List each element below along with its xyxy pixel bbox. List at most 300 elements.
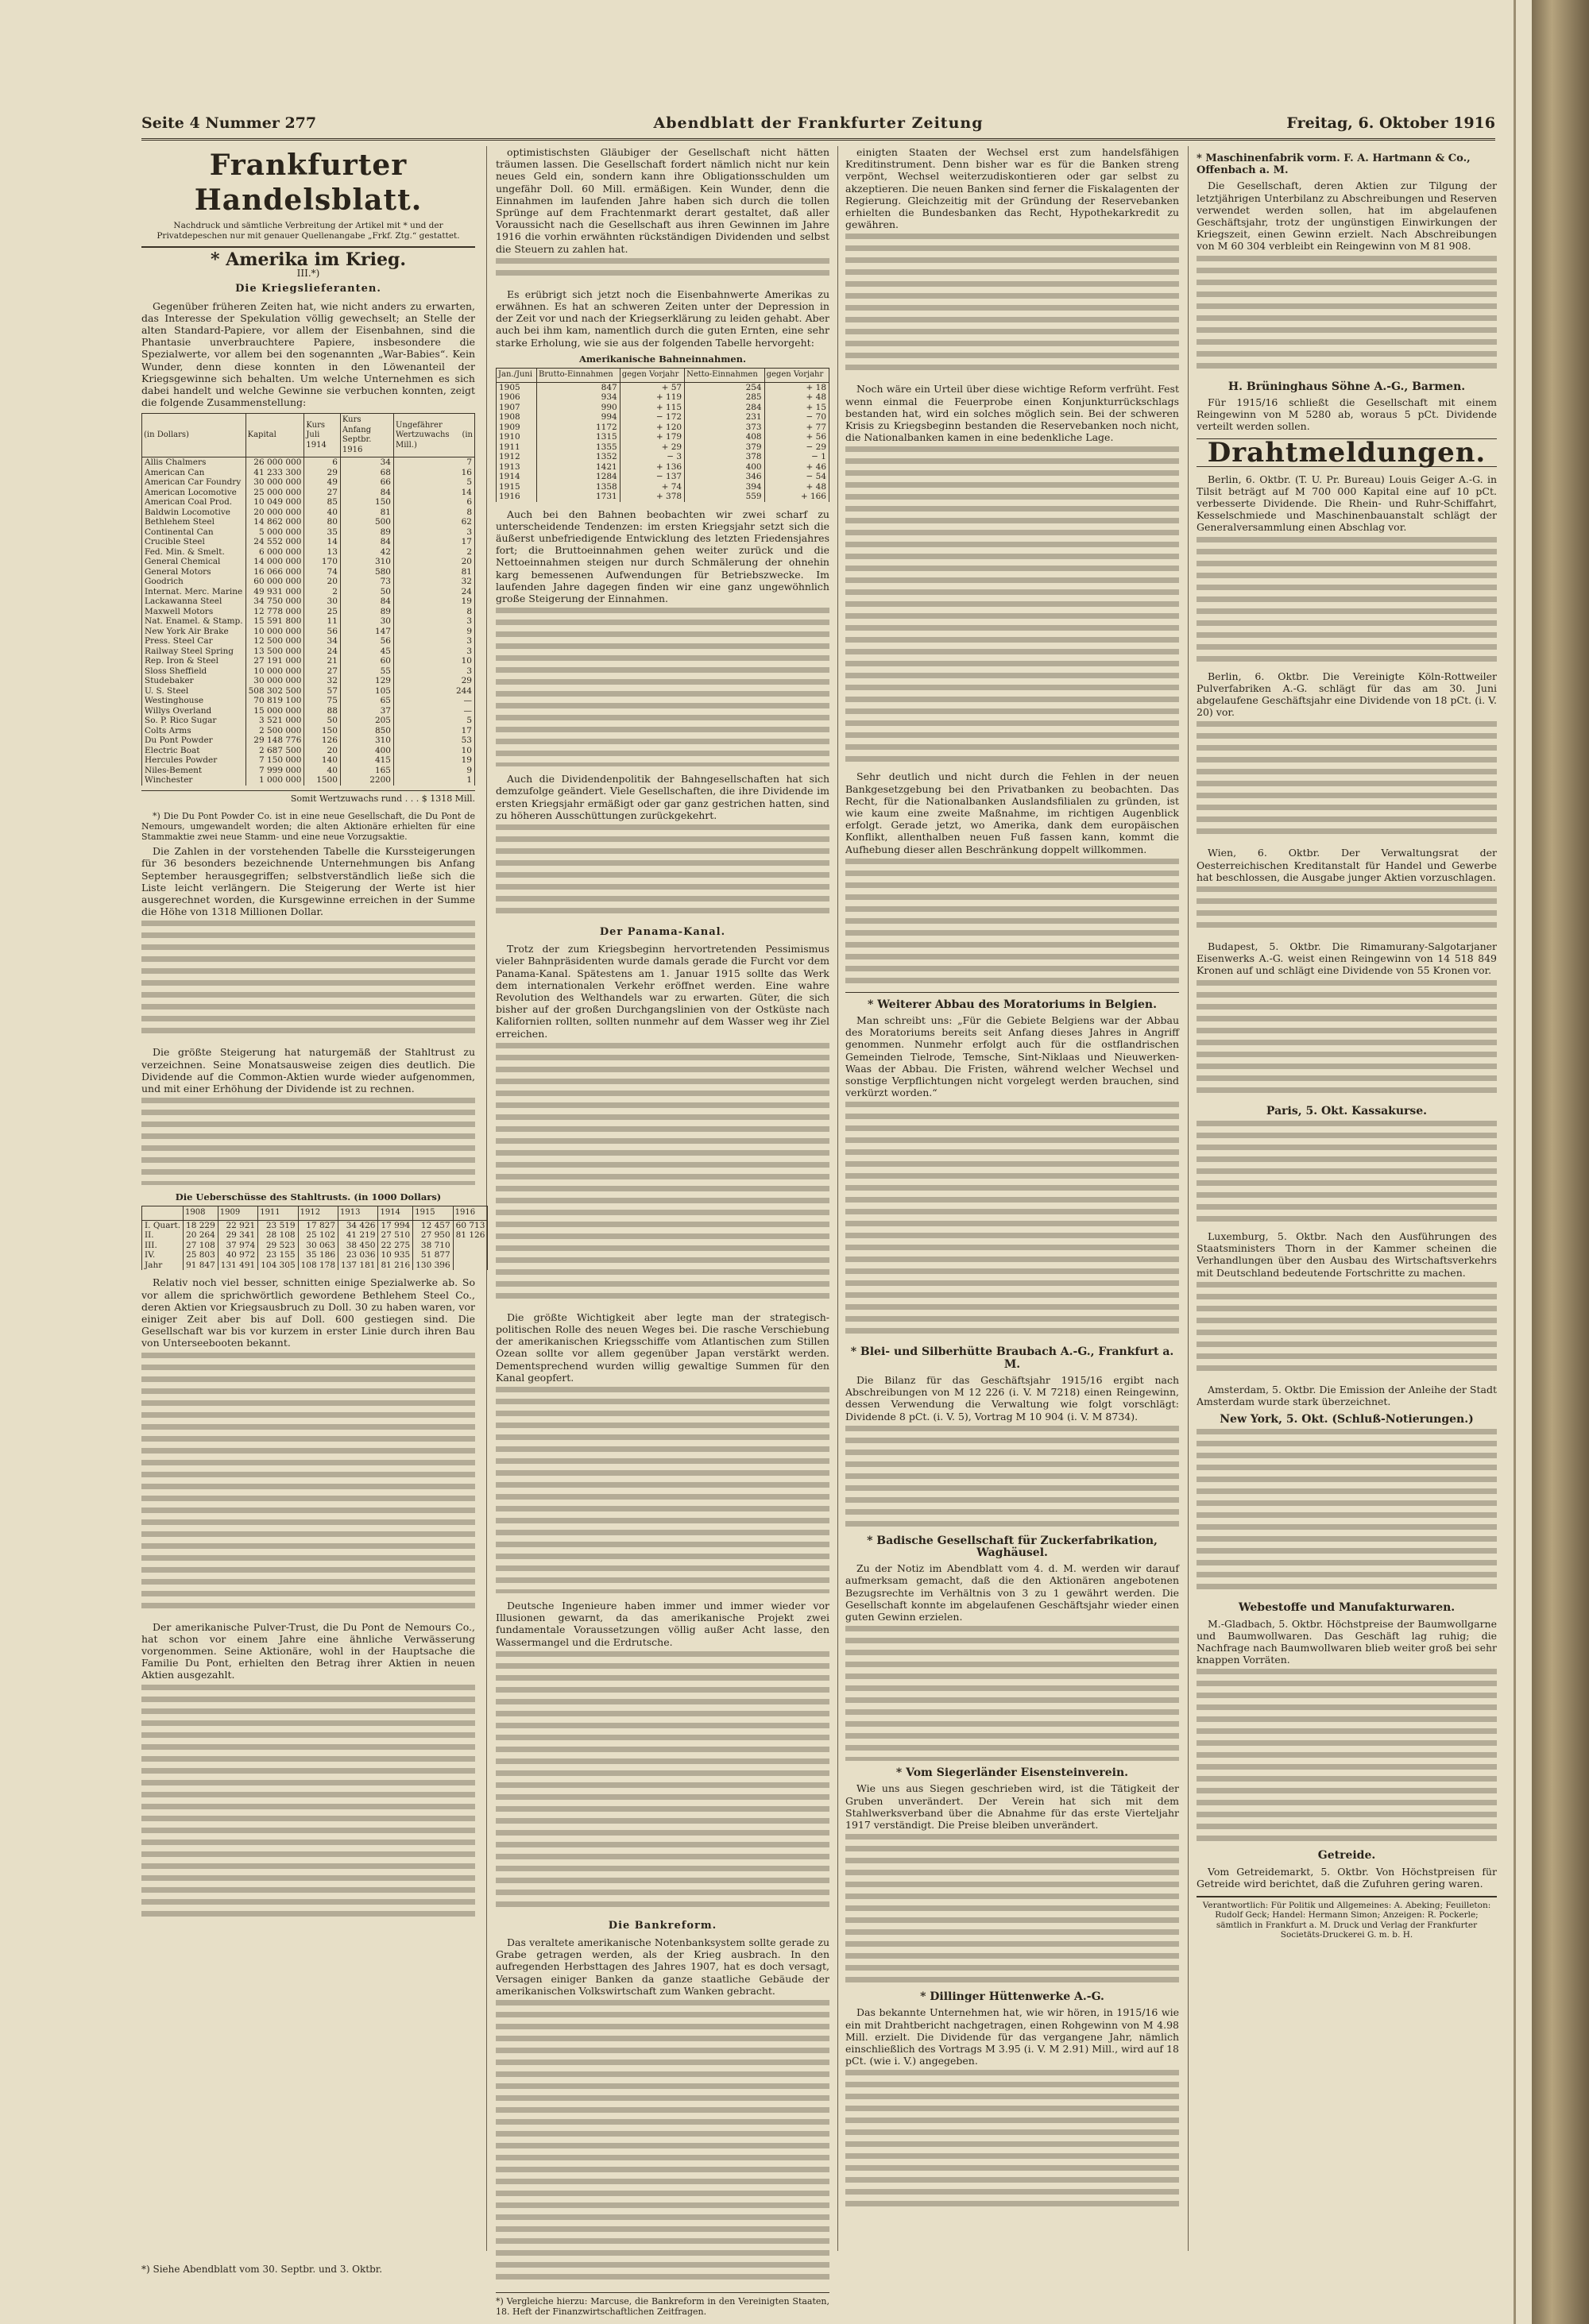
table-cell: 14 (393, 488, 474, 498)
article-subhead: Der Panama-Kanal. (599, 925, 726, 938)
table-cell: 17 (393, 537, 474, 547)
stock-row (142, 488, 475, 498)
page-footnote: *) Siehe Abendblatt vom 30. Septbr. und 3. Oktbr. (141, 2264, 383, 2275)
table-cell: − 1 (764, 452, 829, 462)
article-paragraph: Die Zahlen in der vorstehenden Tabelle die Kurssteigerungen für 36 besonders bezeichnende Unternehmungen bis Anfang September herausgegriffen; selbstverständlich ließe sich die Liste leicht verlängern. Die Steigerung der Werte ist hier ausgerechnet worden, die Kursgewinne erreichen in der Summe die Höhe von 1318 Millionen Dollar. (141, 845, 475, 918)
stock-row (142, 577, 475, 587)
table-cell: 70 819 100 (246, 696, 304, 706)
table-cell: 20 264 (184, 1230, 218, 1241)
table-cell: 1908 (497, 412, 537, 423)
table-cell: 129 (340, 676, 393, 686)
article-paragraph: Das bekannte Unternehmen hat, wie wir hören, in 1915/16 wie ein mit Drahtbericht nachgetragen, einen Rohgewinn von M 4.98 Mill. erzielt. Die Dividende für das vergangene Jahr, nämlich einschließlich des Vortrags M 3.95 (i. V. M 2.91) Mill., wird auf 18 pCt. (wie i. V.) angegeben. (845, 2006, 1179, 2067)
stock-gains-table (141, 413, 475, 786)
table-cell: 14 000 000 (246, 557, 304, 567)
article-paragraph: Budapest, 5. Oktbr. Die Rimamurany-Salgotarjaner Eisenwerks A.-G. weist einen Reingewinn von 14 518 849 Kronen auf und schlägt eine Dividende von 55 Kronen vor. (1197, 940, 1497, 977)
table-cell: 74 (304, 567, 341, 577)
article-paragraph: Zu der Notiz im Abendblatt vom 4. d. M. werden wir darauf aufmerksam gemacht, daß die den Aktionären angebotenen Bezugsrechte im Verhältnis von 3 zu 1 gewährt werden. Die Gesellschaft konnte im abgelaufenen Geschäftsjahr wieder einen guten Gewinn erzielen. (845, 1562, 1179, 1623)
table-cell: 15 000 000 (246, 706, 304, 716)
text-block (1197, 721, 1497, 840)
table-header-cell: 1915 (413, 1206, 453, 1221)
table-cell: 7 (393, 457, 474, 468)
article-paragraph: optimistischsten Gläubiger der Gesellschaft nicht hätten träumen lassen. Die Gesellschaft fordert nämlich nicht nur kein neues Geld ein, sondern kann ihre Obligationsschulden um ungefähr Doll. 60 Mill. ermäßigen. Kein Wunder, denn die Einnahmen im laufenden Jahre haben sich durch die tollen Sprünge auf dem Frachtenmarkt derart gestaltet, daß aller Voraussicht nach die Gesellschaft aus ihren Gewinnen im Jahre 1916 die vorhin erwähnten rückständigen Dividenden und selbst die Steuern zu zahlen hat. (496, 146, 829, 255)
table-cell: I. Quart. (142, 1220, 184, 1230)
table-cell: + 378 (620, 492, 684, 502)
table-cell: Westinghouse (142, 696, 246, 706)
newspaper-name: Abendblatt der Frankfurter Zeitung (653, 114, 984, 132)
table-cell: 20 (304, 746, 341, 756)
table-cell: 32 (393, 577, 474, 587)
text-block (845, 1426, 1179, 1529)
table-cell: 7 999 000 (246, 766, 304, 776)
table-cell: 40 (304, 766, 341, 776)
table-cell: General Motors (142, 567, 246, 577)
table-cell: 26 000 000 (246, 457, 304, 468)
table-cell: 22 921 (218, 1220, 257, 1230)
railway-row (497, 412, 829, 423)
table-cell: 105 (340, 686, 393, 697)
table-cell: Baldwin Locomotive (142, 508, 246, 518)
table-cell: — (393, 696, 474, 706)
steel-trust-row (142, 1250, 488, 1260)
table-cell: + 57 (620, 382, 684, 392)
table-cell: 25 803 (184, 1250, 218, 1260)
news-headline: * Badische Gesellschaft für Zuckerfabrikation, Waghäusel. (867, 1534, 1158, 1559)
table-cell: 84 (340, 488, 393, 498)
table-cell: Railway Steel Spring (142, 647, 246, 657)
table-cell: 1906 (497, 392, 537, 403)
article-paragraph: Die größte Steigerung hat naturgemäß der Stahltrust zu verzeichnen. Seine Monatsausweise zeigen dies deutlich. Die Dividende auf die Common-Aktien wurde wieder aufgenommen, und mit einer Erhöhung der Dividende ist zu rechnen. (141, 1046, 475, 1094)
table-cell: III. (142, 1241, 184, 1251)
table-cell: 12 778 000 (246, 607, 304, 617)
article-paragraph: Wie uns aus Siegen geschrieben wird, ist die Tätigkeit der Gruben unverändert. Der Verein hat sich mit dem Stahlwerksverband über die Abnahme für das erste Vierteljahr 1917 verständigt. Die Preise bleiben unverändert. (845, 1782, 1179, 1831)
table-cell: 126 (304, 735, 341, 746)
stock-row (142, 706, 475, 716)
table-cell: 32 (304, 676, 341, 686)
stock-row (142, 766, 475, 776)
table-cell: 66 (340, 477, 393, 488)
article-paragraph: Es erübrigt sich jetzt noch die Eisenbahnwerte Amerikas zu erwähnen. Es hat an schweren Zeiten unter der Depression in der Zeit vor und nach der Kriegserklärung zu leiden gehabt. Aber auch bei ihm kam, namentlich durch die guten Ernten, eine sehr starke Erholung, wie sie aus der folgenden Tabelle hervorgeht: (496, 288, 829, 349)
stock-row (142, 497, 475, 508)
news-headline: * Maschinenfabrik vorm. F. A. Hartmann & Co., Offenbach a. M. (1197, 152, 1471, 177)
table-cell: 400 (340, 746, 393, 756)
article-paragraph: Die Gesellschaft, deren Aktien zur Tilgung der letztjährigen Unterbilanz zu Abschreibungen und Reserven verwendet werden sollen, hat im abgelaufenen Geschäftsjahr, trotz der ungünstigen Einwirkungen der Kriegszeit, einen Gewinn erzielt. Nach Abschreibungen von M 60 304 verbleibt ein Reingewinn von M 81 908. (1197, 180, 1497, 253)
table-cell: IV. (142, 1250, 184, 1260)
column-rule (486, 146, 487, 2251)
table-cell: 13 500 000 (246, 647, 304, 657)
stock-row (142, 567, 475, 577)
text-block (141, 1098, 475, 1185)
table-cell: 30 000 000 (246, 477, 304, 488)
table-cell: 30 000 000 (246, 676, 304, 686)
table-cell: 34 750 000 (246, 596, 304, 607)
table-cell: + 77 (764, 423, 829, 433)
table-cell: 934 (537, 392, 621, 403)
column-1 (141, 146, 485, 2259)
stock-row (142, 666, 475, 677)
table-header-cell: gegen Vorjahr (764, 369, 829, 383)
steel-trust-row (142, 1220, 488, 1230)
table-cell: + 120 (620, 423, 684, 433)
table-cell: 25 102 (298, 1230, 338, 1241)
table-cell: 346 (685, 472, 765, 482)
article-paragraph: Die Bilanz für das Geschäftsjahr 1915/16 ergibt nach Abschreibungen von M 12 226 (i. V. M 7218) einen Reingewinn, dessen Verwendung die Verwaltung wie folgt vorschlägt: Dividende 8 pCt. (i. V. 5), Vortrag M 10 904 (i. V. M 8734). (845, 1373, 1179, 1423)
article-paragraph: Der amerikanische Pulver-Trust, die Du Pont de Nemours Co., hat schon vor einem Jahre eine ähnliche Verwässerung vorgenommen. Seine Aktionäre, wohl in der Hauptsache die Familie Du Pont, erhielten den Betrag ihrer Aktien in neuen Aktien ausgezahlt. (141, 1620, 475, 1681)
divider (845, 992, 1179, 993)
table-cell: 1355 (537, 442, 621, 453)
text-block (845, 1626, 1179, 1761)
table-cell: 40 972 (218, 1250, 257, 1260)
table-cell: American Car Foundry (142, 477, 246, 488)
stock-row (142, 686, 475, 697)
table-cell: 378 (685, 452, 765, 462)
railway-row (497, 423, 829, 433)
text-block (496, 1651, 829, 1913)
article-paragraph: Luxemburg, 5. Oktbr. Nach den Ausführungen des Staatsministers Thorn in der Kammer scheinen die Verhandlungen über den Ausbau des Wirtschaftsverkehrs mit Deutschland bedeutende Fortschritte zu machen. (1197, 1230, 1497, 1279)
table-cell: 408 (685, 432, 765, 442)
table-cell: 20 (393, 557, 474, 567)
table-cell: 29 148 776 (246, 735, 304, 746)
table-cell: + 18 (764, 382, 829, 392)
stock-row (142, 647, 475, 657)
table-cell: 85 (304, 497, 341, 508)
table-cell: 5 (393, 716, 474, 726)
quote-table (1197, 1429, 1497, 1596)
table-cell: 24 (304, 647, 341, 657)
table-cell: 850 (340, 726, 393, 736)
stock-row (142, 477, 475, 488)
table-cell: 8 (393, 607, 474, 617)
table-cell: U. S. Steel (142, 686, 246, 697)
article-paragraph: Auch die Dividendenpolitik der Bahngesellschaften hat sich demzufolge geändert. Viele Gesellschaften, die ihre Dividende im ersten Kriegsjahr ermäßigt oder gar ganz gestrichen hatten, sind zu höheren Ausschüttungen zurückgekehrt. (496, 773, 829, 821)
stock-row (142, 468, 475, 478)
table-cell: Du Pont Powder (142, 735, 246, 746)
page-edge (1514, 0, 1516, 2324)
table-cell: 1500 (304, 775, 341, 786)
table-cell: 30 (340, 616, 393, 627)
article-paragraph: Auch bei den Bahnen beobachten wir zwei scharf zu unterscheidende Tendenzen: im ersten Kriegsjahr setzt sich die äußerst unbefriedigende Entwicklung des letzten Friedensjahres fort; die Bruttoeinnahmen gehen weiter zurück und die Nettoeinnahmen steigen nur durch Schmälerung der ohnehin karg bemessenen Aufwendungen für Betriebszwecke. Im laufenden Jahre dagegen finden wir eine ganz ungewöhnlich große Steigerung der Einnahmen. (496, 508, 829, 604)
table-cell: 27 108 (184, 1241, 218, 1251)
table-cell: 10 (393, 656, 474, 666)
table-cell: − 137 (620, 472, 684, 482)
section-masthead: Frankfurter Handelsblatt. (194, 149, 423, 217)
table-cell: 559 (685, 492, 765, 502)
table-cell: 3 521 000 (246, 716, 304, 726)
text-block (496, 1043, 829, 1305)
table-cell: 2200 (340, 775, 393, 786)
text-block (845, 859, 1179, 986)
table-cell (453, 1260, 488, 1271)
table-cell: 81 126 (453, 1230, 488, 1241)
table-cell: 51 877 (413, 1250, 453, 1260)
text-block (496, 258, 829, 282)
table-cell: Colts Arms (142, 726, 246, 736)
table-cell (453, 1250, 488, 1260)
table-cell: 30 063 (298, 1241, 338, 1251)
table-header-cell: 1911 (258, 1206, 298, 1221)
railway-row (497, 462, 829, 473)
book-binding (1532, 0, 1589, 2324)
table-cell: Winchester (142, 775, 246, 786)
table-title: Die Ueberschüsse des Stahltrusts. (in 1000 Dollars) (175, 1191, 442, 1203)
article-paragraph: Die größte Wichtigkeit aber legte man der strategisch-politischen Rolle des neuen Weges bei. Die rasche Verschiebung der amerikanischen Kriegsschiffe vom Atlantischen zum Stillen Ozean sollte vor allem gegenüber Japan verstärkt werden. Dementsprechend wurden willig gewaltige Summen für den Kanal geopfert. (496, 1311, 829, 1384)
table-cell: 20 (304, 577, 341, 587)
table-cell: 11 (304, 616, 341, 627)
table-cell (453, 1241, 488, 1251)
table-cell: Niles-Bement (142, 766, 246, 776)
column-4 (1197, 146, 1497, 2259)
table-cell: 23 519 (258, 1220, 298, 1230)
table-header-cell: (in Dollars) (142, 414, 246, 457)
table-cell: 80 (304, 517, 341, 527)
railway-row (497, 392, 829, 403)
table-cell: 3 (393, 666, 474, 677)
table-cell: 140 (304, 755, 341, 766)
table-header-cell: Kurs Anfang Septbr. 1916 (340, 414, 393, 457)
table-cell: 40 (304, 508, 341, 518)
table-header-cell: Kurs Juli 1914 (304, 414, 341, 457)
table-cell: 131 491 (218, 1260, 257, 1271)
table-header-cell: Brutto-Einnahmen (537, 369, 621, 383)
table-cell: 847 (537, 382, 621, 392)
table-cell: 15 591 800 (246, 616, 304, 627)
table-cell: 284 (685, 403, 765, 413)
page-header (141, 110, 1495, 141)
table-header-cell: 1912 (298, 1206, 338, 1221)
article-paragraph: Sehr deutlich und nicht durch die Fehlen in der neuen Bankgesetzgebung bei den Privatbanken zu beobachten. Das Recht, für die Nationalbanken Auslandsfilialen zu gründen, ist wie kaum eine zweite Maßnahme, im richtigen Augenblick erfolgt. Gerade jetzt, wo Amerika, dank dem europäischen Konflikt, allenthalben neuen Fuß fassen kann, kommt die Aufhebung dieser allen Beschränkung doppelt willkommen. (845, 770, 1179, 855)
table-cell: 84 (340, 596, 393, 607)
table-cell: New York Air Brake (142, 627, 246, 637)
table-cell: 130 396 (413, 1260, 453, 1271)
stock-row (142, 627, 475, 637)
news-headline: * Vom Siegerländer Eisensteinverein. (895, 1766, 1129, 1780)
table-cell: 81 216 (378, 1260, 413, 1271)
table-cell: 1914 (497, 472, 537, 482)
table-cell: 1907 (497, 403, 537, 413)
table-cell: 53 (393, 735, 474, 746)
table-cell: 10 (393, 746, 474, 756)
table-cell: 6 000 000 (246, 547, 304, 558)
railway-row (497, 472, 829, 482)
table-cell: 394 (685, 482, 765, 492)
railway-row (497, 442, 829, 453)
table-cell: 310 (340, 557, 393, 567)
table-cell: 41 219 (338, 1230, 378, 1241)
table-cell: 16 066 000 (246, 567, 304, 577)
table-cell: 9 (393, 766, 474, 776)
table-cell: 310 (340, 735, 393, 746)
stock-row (142, 735, 475, 746)
table-cell: 34 (340, 457, 393, 468)
table-cell: 30 (304, 596, 341, 607)
article-paragraph: Gegenüber früheren Zeiten hat, wie nicht anders zu erwarten, das Interesse der Spekulation völlig gewechselt; an Stelle der alten Standard-Papiere, vor allem der Eisenbahnen, sind die Phantasie unverbrauchtere Papiere, insbesondere die Spezialwerte, vor allem bei den sogenannten „War-Babies“. Kein Wunder, denn diese konnten in den Löwenanteil der Kriegsgewinne sich behalten. Um welche Unternehmen es sich dabei handelt und welche Gewinne sie verbuchen konnten, zeigt die folgende Zusammenstellung: (141, 299, 475, 409)
table-cell: 34 (304, 636, 341, 647)
table-cell: Fed. Min. & Smelt. (142, 547, 246, 558)
article-paragraph: Vom Getreidemarkt, 5. Oktbr. Von Höchstpreisen für Getreide wird berichtet, daß die Zufuhren gering waren. (1197, 1865, 1497, 1890)
table-cell: 28 108 (258, 1230, 298, 1241)
table-cell: General Chemical (142, 557, 246, 567)
news-headline: * Weiterer Abbau des Moratoriums in Belgien. (868, 998, 1157, 1011)
table-cell: 2 (304, 587, 341, 597)
table-cell: 17 (393, 726, 474, 736)
table-cell: 1913 (497, 462, 537, 473)
table-cell: 3 (393, 527, 474, 538)
table-cell: 165 (340, 766, 393, 776)
table-cell: American Can (142, 468, 246, 478)
table-cell: 49 931 000 (246, 587, 304, 597)
stock-row (142, 696, 475, 706)
article-paragraph: M.-Gladbach, 5. Oktbr. Höchstpreise der Baumwollgarne und Baumwollwaren. Das Geschäft lag ruhig; die Nachfrage nach Baumwollwaren blieb weiter groß bei sehr knappen Vorräten. (1197, 1617, 1497, 1666)
table-cell: 3 (393, 636, 474, 647)
table-cell: Crucible Steel (142, 537, 246, 547)
article-paragraph: Man schreibt uns: „Für die Gebiete Belgiens war der Abbau des Moratoriums bereits seit Anfang dieses Jahres in Angriff genommen. Nunmehr erfolgt auch für die ostflandrischen Gemeinden Tielrode, Temsche, Sint-Niklaas und Nieuwerken-Waas der Abbau. Die Fristen, während welcher Wechsel und sonstige Verpflichtungen nicht vorgelegt werden brauchen, sind verkürzt worden.“ (845, 1014, 1179, 1099)
table-cell: 68 (340, 468, 393, 478)
table-cell: 5 (393, 477, 474, 488)
table-cell: 35 (304, 527, 341, 538)
table-cell: 13 (304, 547, 341, 558)
article-paragraph: Trotz der zum Kriegsbeginn hervortretenden Pessimismus vieler Bahnpräsidenten wurde damals gerade die Furcht vor dem Panama-Kanal. Spätestens am 1. Januar 1915 sollte das Werk dem internationalen Verkehr eröffnet werden. Eine wahre Revolution des Welthandels war zu erwarten. Güter, die sich bisher auf der großen Durchgangslinien von der Ostküste nach Kalifornien rollten, sollten nunmehr auf dem Wasser weg ihr Ziel erreichen. (496, 943, 829, 1040)
stock-row (142, 726, 475, 736)
table-cell: 18 229 (184, 1220, 218, 1230)
column-2 (496, 146, 829, 2318)
table-cell: American Locomotive (142, 488, 246, 498)
table-cell: 50 (304, 716, 341, 726)
table-cell: 990 (537, 403, 621, 413)
page-number-issue: Seite 4 Nummer 277 (141, 114, 317, 132)
table-cell: − 54 (764, 472, 829, 482)
table-cell: + 115 (620, 403, 684, 413)
table-cell: 1 000 000 (246, 775, 304, 786)
text-block (496, 2000, 829, 2286)
table-cell: 27 191 000 (246, 656, 304, 666)
table-cell: 415 (340, 755, 393, 766)
table-cell: 1352 (537, 452, 621, 462)
table-cell: 50 (340, 587, 393, 597)
table-cell: 1731 (537, 492, 621, 502)
table-cell: 27 510 (378, 1230, 413, 1241)
text-block (845, 1834, 1179, 1985)
table-cell: Press. Steel Car (142, 636, 246, 647)
table-cell: 244 (393, 686, 474, 697)
table-cell: 27 950 (413, 1230, 453, 1241)
table-cell: + 46 (764, 462, 829, 473)
text-block (141, 1685, 475, 1923)
table-cell: 254 (685, 382, 765, 392)
table-cell: + 48 (764, 392, 829, 403)
stock-row (142, 636, 475, 647)
railway-earnings-table (496, 368, 829, 502)
table-cell: American Coal Prod. (142, 497, 246, 508)
table-cell: 373 (685, 423, 765, 433)
stock-row (142, 676, 475, 686)
table-cell: Maxwell Motors (142, 607, 246, 617)
table-cell: 23 036 (338, 1250, 378, 1260)
table-cell: 27 (304, 666, 341, 677)
text-block (1197, 537, 1497, 664)
table-cell: 1912 (497, 452, 537, 462)
text-block (845, 446, 1179, 764)
table-cell: 56 (304, 627, 341, 637)
text-block (1197, 1282, 1497, 1377)
table-cell: Jahr (142, 1260, 184, 1271)
table-cell: 49 (304, 477, 341, 488)
table-cell: + 74 (620, 482, 684, 492)
table-cell: Nat. Enamel. & Stamp. (142, 616, 246, 627)
table-cell: 57 (304, 686, 341, 697)
news-headline: Getreide. (1317, 1849, 1376, 1863)
stock-row (142, 587, 475, 597)
column-rule (1188, 146, 1189, 2251)
railway-row (497, 452, 829, 462)
table-cell: 1911 (497, 442, 537, 453)
news-headline: Paris, 5. Okt. Kassakurse. (1266, 1104, 1428, 1118)
table-header-cell: Kapital (246, 414, 304, 457)
table-header-cell (142, 1206, 184, 1221)
table-cell: 231 (685, 412, 765, 423)
table-cell: 1905 (497, 382, 537, 392)
table-cell: + 136 (620, 462, 684, 473)
table-cell: 1915 (497, 482, 537, 492)
table-cell: 1172 (537, 423, 621, 433)
text-block (141, 1353, 475, 1615)
table-cell: 400 (685, 462, 765, 473)
text-block (845, 1102, 1179, 1340)
steel-trust-row (142, 1260, 488, 1271)
section-title-wire-news: Drahtmeldungen. (1207, 437, 1487, 469)
text-block (1197, 1669, 1497, 1843)
article-paragraph: Wien, 6. Oktbr. Der Verwaltungsrat der Oesterreichischen Kreditanstalt für Handel und Gewerbe hat beschlossen, die Ausgabe junger Aktien vorzuschlagen. (1197, 847, 1497, 883)
table-cell: + 179 (620, 432, 684, 442)
table-cell: 60 713 (453, 1220, 488, 1230)
table-cell: Willys Overland (142, 706, 246, 716)
table-cell: Sloss Sheffield (142, 666, 246, 677)
text-block (1197, 980, 1497, 1099)
table-cell: Bethlehem Steel (142, 517, 246, 527)
table-cell: Hercules Powder (142, 755, 246, 766)
article-paragraph: Deutsche Ingenieure haben immer und immer wieder vor Illusionen gewarnt, da das amerikanische Projekt zwei fundamentale Voraussetzungen völlig außer Acht lasse, den Wassermangel und die Erdrutsche. (496, 1600, 829, 1648)
table-cell: — (393, 706, 474, 716)
stock-row (142, 607, 475, 617)
table-cell: 285 (685, 392, 765, 403)
news-headline: H. Brüninghaus Söhne A.-G., Barmen. (1228, 380, 1466, 393)
table-cell: 1315 (537, 432, 621, 442)
table-cell: 62 (393, 517, 474, 527)
stock-row (142, 716, 475, 726)
table-cell: − 3 (620, 452, 684, 462)
article-paragraph: Relativ noch viel besser, schnitten einige Spezialwerke ab. So vor allem die sprichwörtlich gewordene Bethlehem Steel Co., deren Aktien vor Kriegsausbruch zu Doll. 30 zu haben waren, vor einiger Zeit aber bis auf Doll. 600 gestiegen sind. Die Gesellschaft war bis vor kurzem in erster Linie durch ihren Bau von Unterseebooten bekannt. (141, 1276, 475, 1349)
news-headline: Webestoffe und Manufakturwaren. (1238, 1601, 1456, 1615)
column-rule (837, 146, 838, 2251)
stock-row (142, 517, 475, 527)
table-cell: − 70 (764, 412, 829, 423)
table-cell: 6 (393, 497, 474, 508)
table-cell: 73 (340, 577, 393, 587)
table-cell: 42 (340, 547, 393, 558)
article-footnote: *) Die Du Pont Powder Co. ist in eine neue Gesellschaft, die Du Pont de Nemours, umgewandelt worden; die alten Aktionäre erhielten für eine Stammaktie zwei neue Stamm- und eine neue Vorzugsaktie. (141, 811, 475, 843)
table-cell: 108 178 (298, 1260, 338, 1271)
table-cell: II. (142, 1230, 184, 1241)
table-cell: 55 (340, 666, 393, 677)
table-cell: 150 (340, 497, 393, 508)
article-part-number: III.*) (296, 268, 320, 280)
table-cell: Allis Chalmers (142, 457, 246, 468)
stock-total: Somit Wertzuwachs rund . . . $ 1318 Mill. (141, 790, 475, 805)
table-cell: 2 (393, 547, 474, 558)
table-header-cell: 1916 (453, 1206, 488, 1221)
article-paragraph: Für 1915/16 schließt die Gesellschaft mit einem Reingewinn von M 5280 ab, woraus 5 pCt. Dividende verteilt werden sollen. (1197, 396, 1497, 433)
article-paragraph: Das veraltete amerikanische Notenbanksystem sollte gerade zu Grabe getragen werden, als der Krieg ausbrach. In den aufregenden Herbsttagen des Jahres 1907, hat es doch versagt, Versagen einiger Banken da ganze staatliche Gebäude der amerikanischen Volkswirtschaft zum Wanken gebracht. (496, 1936, 829, 1997)
table-cell: + 48 (764, 482, 829, 492)
table-cell: 10 049 000 (246, 497, 304, 508)
